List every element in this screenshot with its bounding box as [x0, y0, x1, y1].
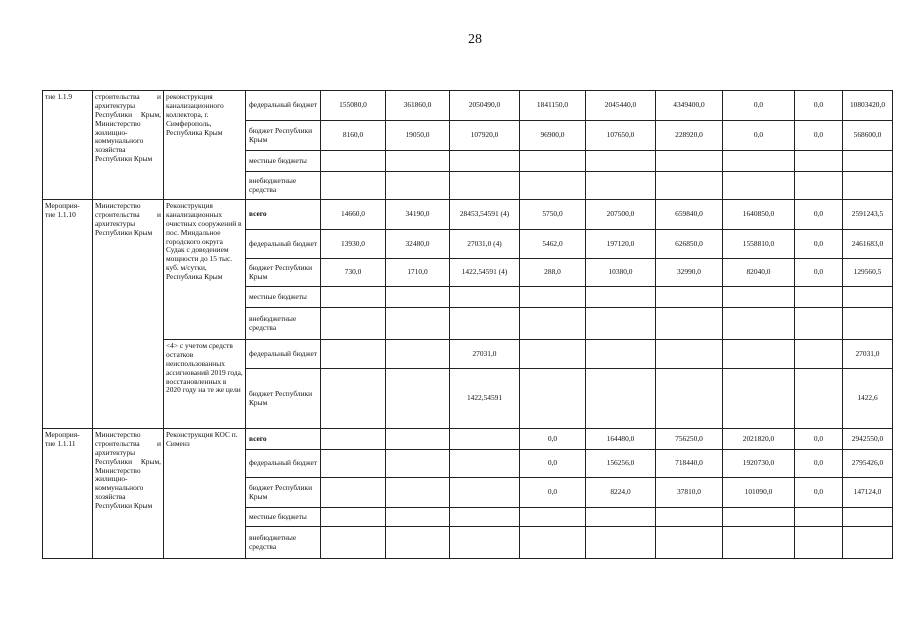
value-cell — [795, 151, 843, 172]
value-cell: 155080,0 — [321, 91, 386, 121]
table-row — [43, 429, 893, 450]
value-cell — [723, 508, 795, 527]
value-cell: 2795426,0 — [843, 450, 893, 478]
value-cell: 0,0 — [795, 200, 843, 230]
value-cell: 288,0 — [520, 259, 586, 287]
value-cell — [321, 369, 386, 429]
value-cell: 0,0 — [795, 450, 843, 478]
value-cell — [520, 308, 586, 340]
value-cell — [321, 429, 386, 450]
value-cell — [386, 151, 450, 172]
value-cell — [843, 527, 893, 559]
value-cell — [321, 527, 386, 559]
table-row — [43, 200, 893, 230]
value-cell — [450, 287, 520, 308]
value-cell: 1841150,0 — [520, 91, 586, 121]
value-cell — [586, 308, 656, 340]
executor-cell: Министерство строительства и архитектуры Республики Крым, Министерство жилищно-коммунального хозяйства Республики Крым — [93, 429, 164, 559]
value-cell — [321, 308, 386, 340]
funding-source-cell: федеральный бюджет — [246, 91, 321, 121]
value-cell — [386, 340, 450, 369]
value-cell: 0,0 — [723, 121, 795, 151]
value-cell: 27031,0 — [843, 340, 893, 369]
value-cell: 129560,5 — [843, 259, 893, 287]
value-cell — [450, 151, 520, 172]
value-cell — [321, 508, 386, 527]
table-row — [43, 340, 893, 369]
value-cell — [386, 478, 450, 508]
funding-source-cell: бюджет Республики Крым — [246, 121, 321, 151]
value-cell: 4349400,0 — [656, 91, 723, 121]
value-cell — [843, 287, 893, 308]
value-cell: 2050490,0 — [450, 91, 520, 121]
value-cell: 197120,0 — [586, 230, 656, 259]
value-cell: 568600,0 — [843, 121, 893, 151]
value-cell — [723, 527, 795, 559]
value-cell: 0,0 — [795, 478, 843, 508]
measure-id-cell: Мероприя-тие 1.1.10 — [43, 200, 93, 429]
value-cell: 756250,0 — [656, 429, 723, 450]
value-cell: 147124,0 — [843, 478, 893, 508]
value-cell: 107920,0 — [450, 121, 520, 151]
value-cell: 101090,0 — [723, 478, 795, 508]
value-cell — [656, 508, 723, 527]
value-cell: 361860,0 — [386, 91, 450, 121]
value-cell: 2591243,5 — [843, 200, 893, 230]
value-cell — [656, 340, 723, 369]
funding-source-cell: всего — [246, 200, 321, 230]
value-cell: 19050,0 — [386, 121, 450, 151]
value-cell — [450, 527, 520, 559]
value-cell: 228920,0 — [656, 121, 723, 151]
value-cell — [321, 340, 386, 369]
value-cell: 2045440,0 — [586, 91, 656, 121]
value-cell — [795, 287, 843, 308]
value-cell: 10380,0 — [586, 259, 656, 287]
value-cell — [843, 172, 893, 200]
value-cell — [321, 287, 386, 308]
value-cell — [450, 429, 520, 450]
object-cell: Реконструкция КОС п. Сименз — [164, 429, 246, 559]
value-cell: 0,0 — [795, 259, 843, 287]
value-cell: 156256,0 — [586, 450, 656, 478]
value-cell: 1422,54591 (4) — [450, 259, 520, 287]
value-cell — [321, 450, 386, 478]
value-cell: 0,0 — [795, 91, 843, 121]
measure-id-cell: Мероприя-тие 1.1.11 — [43, 429, 93, 559]
executor-cell: строительства и архитектуры Республики Крым, Министерство жилищно-коммунального хозяйства Республики Крым — [93, 91, 164, 200]
value-cell: 5462,0 — [520, 230, 586, 259]
funding-source-cell: внебюджетные средства — [246, 308, 321, 340]
funding-source-cell: бюджет Республики Крым — [246, 369, 321, 429]
value-cell: 32990,0 — [656, 259, 723, 287]
value-cell — [656, 172, 723, 200]
value-cell: 730,0 — [321, 259, 386, 287]
value-cell: 8224,0 — [586, 478, 656, 508]
value-cell: 27031,0 (4) — [450, 230, 520, 259]
value-cell: 0,0 — [723, 91, 795, 121]
value-cell: 82040,0 — [723, 259, 795, 287]
value-cell: 207500,0 — [586, 200, 656, 230]
value-cell: 164480,0 — [586, 429, 656, 450]
funding-source-cell: бюджет Республики Крым — [246, 478, 321, 508]
funding-source-cell: федеральный бюджет — [246, 450, 321, 478]
funding-source-cell: местные бюджеты — [246, 508, 321, 527]
value-cell: 1422,54591 — [450, 369, 520, 429]
value-cell — [520, 527, 586, 559]
value-cell: 37810,0 — [656, 478, 723, 508]
funding-source-cell: федеральный бюджет — [246, 340, 321, 369]
value-cell — [586, 369, 656, 429]
page-number: 28 — [468, 32, 482, 47]
value-cell — [586, 340, 656, 369]
funding-source-cell: местные бюджеты — [246, 151, 321, 172]
value-cell — [450, 308, 520, 340]
value-cell — [656, 527, 723, 559]
value-cell: 34190,0 — [386, 200, 450, 230]
value-cell — [386, 450, 450, 478]
value-cell: 96900,0 — [520, 121, 586, 151]
value-cell — [450, 450, 520, 478]
value-cell — [450, 172, 520, 200]
value-cell: 1422,6 — [843, 369, 893, 429]
value-cell — [386, 429, 450, 450]
value-cell: 1558810,0 — [723, 230, 795, 259]
value-cell — [843, 151, 893, 172]
measure-id-cell: тие 1.1.9 — [43, 91, 93, 200]
value-cell — [723, 340, 795, 369]
value-cell — [656, 308, 723, 340]
value-cell — [321, 172, 386, 200]
object-cell: Реконструкция канализационных очистных сооружений в пос. Миндальное городского округа Судак с доведением мощности до 15 тыс. куб. м/сутки, Республика Крым — [164, 200, 246, 340]
value-cell — [843, 508, 893, 527]
value-cell — [450, 508, 520, 527]
value-cell — [656, 151, 723, 172]
value-cell: 626850,0 — [656, 230, 723, 259]
object-cell: реконструкция канализационного коллектора, г. Симферополь, Республика Крым — [164, 91, 246, 200]
value-cell — [586, 172, 656, 200]
value-cell — [723, 308, 795, 340]
value-cell — [386, 287, 450, 308]
value-cell — [723, 369, 795, 429]
funding-source-cell: внебюджетные средства — [246, 172, 321, 200]
value-cell: 0,0 — [795, 429, 843, 450]
value-cell — [586, 508, 656, 527]
value-cell: 107650,0 — [586, 121, 656, 151]
value-cell: 13930,0 — [321, 230, 386, 259]
value-cell — [520, 151, 586, 172]
value-cell — [386, 172, 450, 200]
value-cell — [795, 508, 843, 527]
value-cell — [321, 151, 386, 172]
value-cell: 10803420,0 — [843, 91, 893, 121]
value-cell — [586, 287, 656, 308]
value-cell — [386, 308, 450, 340]
value-cell: 0,0 — [520, 450, 586, 478]
value-cell: 27031,0 — [450, 340, 520, 369]
value-cell: 14660,0 — [321, 200, 386, 230]
value-cell — [795, 308, 843, 340]
table-row — [43, 91, 893, 121]
value-cell — [795, 527, 843, 559]
value-cell: 5750,0 — [520, 200, 586, 230]
value-cell — [450, 478, 520, 508]
funding-source-cell: всего — [246, 429, 321, 450]
value-cell — [723, 287, 795, 308]
value-cell — [795, 369, 843, 429]
value-cell: 0,0 — [520, 429, 586, 450]
value-cell — [656, 369, 723, 429]
value-cell — [386, 508, 450, 527]
value-cell — [586, 527, 656, 559]
value-cell: 718440,0 — [656, 450, 723, 478]
value-cell: 8160,0 — [321, 121, 386, 151]
funding-source-cell: бюджет Республики Крым — [246, 259, 321, 287]
value-cell: 2942550,0 — [843, 429, 893, 450]
value-cell — [723, 172, 795, 200]
value-cell — [520, 369, 586, 429]
funding-source-cell: местные бюджеты — [246, 287, 321, 308]
funding-source-cell: внебюджетные средства — [246, 527, 321, 559]
value-cell: 1640850,0 — [723, 200, 795, 230]
value-cell: 1920730,0 — [723, 450, 795, 478]
value-cell — [520, 508, 586, 527]
value-cell: 28453,54591 (4) — [450, 200, 520, 230]
executor-cell: Министерство строительства и архитектуры Республики Крым — [93, 200, 164, 429]
value-cell — [586, 151, 656, 172]
value-cell: 659840,0 — [656, 200, 723, 230]
value-cell: 32480,0 — [386, 230, 450, 259]
value-cell: 0,0 — [795, 121, 843, 151]
value-cell — [843, 308, 893, 340]
funding-source-cell: федеральный бюджет — [246, 230, 321, 259]
value-cell — [520, 172, 586, 200]
budget-table — [42, 90, 893, 559]
value-cell — [656, 287, 723, 308]
value-cell: 0,0 — [795, 230, 843, 259]
value-cell: 2461683,0 — [843, 230, 893, 259]
object-cell: <4> с учетом средств остатков неиспользованных ассигнований 2019 года, восстановленных в 2020 году на те же цели — [164, 340, 246, 429]
value-cell — [321, 478, 386, 508]
value-cell — [386, 527, 450, 559]
value-cell: 2021820,0 — [723, 429, 795, 450]
value-cell — [520, 340, 586, 369]
value-cell — [795, 340, 843, 369]
value-cell — [795, 172, 843, 200]
value-cell — [386, 369, 450, 429]
value-cell: 0,0 — [520, 478, 586, 508]
value-cell — [520, 287, 586, 308]
value-cell — [723, 151, 795, 172]
value-cell: 1710,0 — [386, 259, 450, 287]
